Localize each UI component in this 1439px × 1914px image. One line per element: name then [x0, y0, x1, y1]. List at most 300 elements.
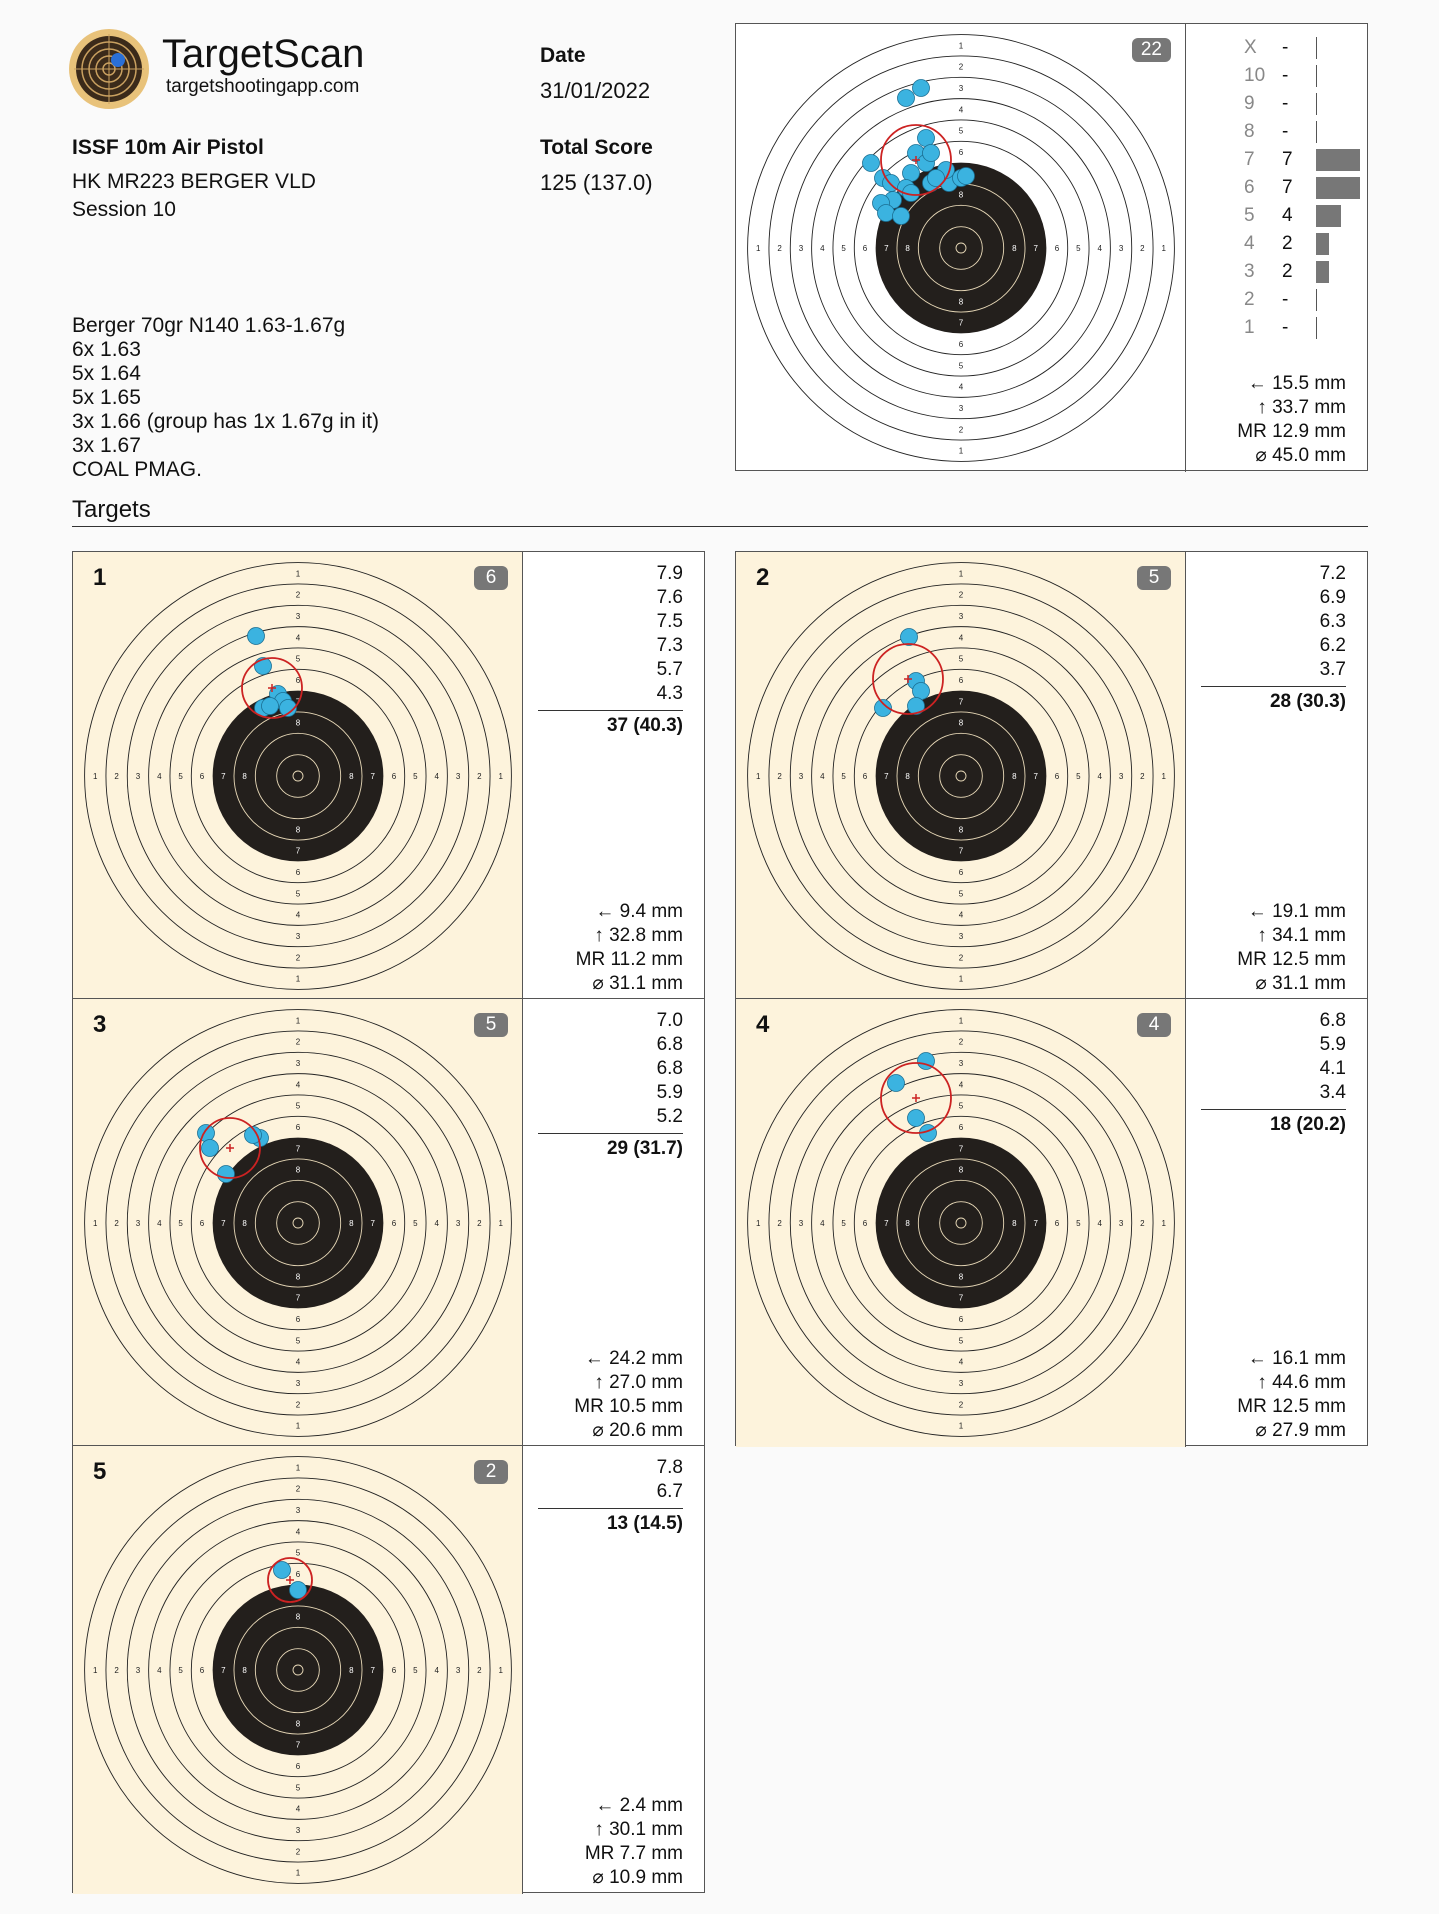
ring-number: 8: [295, 825, 301, 835]
shot-score: 5.7: [656, 659, 683, 680]
ring-number: 2: [1140, 244, 1145, 253]
ring-number: 5: [295, 1336, 301, 1346]
ring-number: 7: [1033, 1219, 1038, 1228]
hist-ring-label: 8: [1244, 121, 1255, 142]
offset-x: ← 16.1 mm: [1247, 1348, 1346, 1369]
ring-number: 5: [295, 1783, 301, 1793]
ring-number: 4: [434, 1666, 439, 1675]
ring-number: 7: [295, 1293, 301, 1303]
target-2[interactable]: [736, 552, 1186, 1000]
shot-score: 7.2: [1319, 563, 1346, 584]
ring-number: 6: [295, 868, 301, 878]
ring-number: 3: [455, 1666, 461, 1675]
measurements: [1237, 1347, 1346, 1443]
ring-number: 8: [295, 718, 301, 728]
ring-number: 4: [820, 772, 825, 781]
ring-number: 5: [841, 772, 846, 781]
session-notes: [72, 314, 379, 482]
target-total: 13 (14.5): [538, 1508, 683, 1535]
ring-number: 8: [349, 772, 354, 781]
ring-number: 3: [958, 1379, 964, 1389]
aiming-black: [213, 1585, 384, 1756]
hist-bar: [1316, 289, 1317, 311]
ring-number: 6: [958, 675, 964, 685]
ring-number: 4: [1097, 772, 1102, 781]
target-face: [748, 35, 1175, 462]
ring-number: 8: [905, 1219, 910, 1228]
ring-number: 8: [242, 1219, 247, 1228]
hist-bar: [1316, 121, 1317, 143]
target-4[interactable]: [736, 999, 1186, 1447]
ring-number: 4: [820, 1219, 825, 1228]
target-face: [748, 1010, 1175, 1437]
group-diameter: ⌀ 31.1 mm: [592, 973, 683, 994]
offset-y: ↑ 27.0 mm: [594, 1372, 683, 1393]
ring-number: 5: [295, 1101, 301, 1111]
shot-score: 7.3: [656, 635, 683, 656]
ring-number: 1: [295, 974, 301, 984]
group-diameter: ⌀ 10.9 mm: [592, 1867, 683, 1888]
ring-number: 7: [221, 772, 226, 781]
aiming-black: [213, 691, 384, 862]
ring-number: 7: [370, 1666, 375, 1675]
target-total: 37 (40.3): [538, 710, 683, 737]
targetscan-logo: [68, 28, 150, 110]
ring-number: 5: [958, 1336, 964, 1346]
ring-number: 7: [295, 697, 301, 707]
mean-radius: MR 12.9 mm: [1237, 421, 1346, 442]
ring-number: 3: [798, 772, 804, 781]
shot-hole: [913, 80, 930, 97]
ring-number: 7: [221, 1666, 226, 1675]
ring-number: 6: [295, 1762, 301, 1772]
shot-hole: [863, 155, 880, 172]
shot-score: 5.9: [656, 1082, 683, 1103]
ring-number: 1: [295, 1463, 301, 1473]
score-list: [1201, 1009, 1346, 1136]
ring-number: 6: [199, 1666, 205, 1675]
ring-number: 3: [958, 83, 964, 93]
ring-number: 6: [958, 147, 964, 157]
ring-number: 5: [295, 889, 301, 899]
ring-number: 3: [455, 772, 461, 781]
ring-number: 2: [958, 1037, 964, 1047]
ring-number: 4: [958, 910, 964, 920]
ring-number: 2: [777, 244, 782, 253]
hist-bar: [1316, 149, 1360, 171]
ring-number: 1: [756, 244, 761, 253]
ring-number: 2: [477, 1219, 482, 1228]
ring-number: 3: [798, 244, 804, 253]
ring-number: 4: [157, 1219, 162, 1228]
ring-number: 1: [756, 1219, 761, 1228]
offset-y: ↑ 30.1 mm: [594, 1819, 683, 1840]
target-face: [85, 563, 512, 990]
hist-count: 2: [1282, 233, 1293, 254]
hist-count: -: [1282, 93, 1289, 114]
measurements: [574, 1347, 683, 1443]
total-score-label: Total Score: [540, 136, 653, 159]
ring-number: 4: [157, 772, 162, 781]
ring-number: 4: [295, 1357, 301, 1367]
shot-hole: [878, 205, 895, 222]
target-face: [748, 563, 1175, 990]
shot-score: 4.3: [656, 683, 683, 704]
shot-hole: [198, 1125, 215, 1142]
ring-number: 7: [1033, 244, 1038, 253]
measurements: [576, 900, 683, 996]
score-list: [538, 1009, 683, 1160]
note-line: Berger 70gr N140 1.63-1.67g: [72, 314, 346, 337]
shot-score: 7.0: [656, 1010, 683, 1031]
shot-hole: [888, 1075, 905, 1092]
shot-hole: [202, 1140, 219, 1157]
note-line: 5x 1.65: [72, 386, 141, 409]
target-panel-1: [72, 551, 705, 999]
ring-number: 2: [114, 1219, 119, 1228]
hist-ring-label: X: [1244, 37, 1257, 58]
ring-number: 1: [295, 1868, 301, 1878]
ring-number: 3: [295, 1826, 301, 1836]
ring-number: 2: [958, 590, 964, 600]
ring-number: 2: [777, 772, 782, 781]
ring-number: 6: [199, 772, 205, 781]
group-diameter: ⌀ 31.1 mm: [1255, 973, 1346, 994]
aiming-black: [876, 1138, 1047, 1309]
offset-y: ↑ 32.8 mm: [594, 925, 683, 946]
shot-score: 5.2: [656, 1106, 683, 1127]
ring-number: 5: [958, 126, 964, 136]
target-number: 3: [93, 1011, 107, 1038]
aiming-black: [876, 691, 1047, 862]
ring-number: 7: [958, 318, 964, 328]
target-panel-3: [72, 998, 705, 1446]
ring-number: 8: [958, 297, 964, 307]
ring-number: 4: [295, 1080, 301, 1090]
ring-number: 8: [295, 1272, 301, 1282]
ring-number: 8: [1012, 244, 1017, 253]
ring-number: 7: [958, 1144, 964, 1154]
overview-panel: [735, 23, 1368, 471]
ring-number: 1: [958, 1421, 964, 1431]
shot-score: 7.6: [656, 587, 683, 608]
shot-hole: [262, 698, 279, 715]
ring-number: 1: [958, 1016, 964, 1026]
ring-number: 7: [884, 244, 889, 253]
shot-score: 6.8: [1319, 1010, 1346, 1031]
ring-number: 3: [958, 611, 964, 621]
shot-count-badge: 5: [474, 1013, 508, 1037]
target-panel-4: [735, 998, 1368, 1446]
ring-number: 6: [862, 244, 868, 253]
ring-number: 3: [798, 1219, 804, 1228]
ring-number: 1: [93, 772, 98, 781]
shot-score: 7.5: [656, 611, 683, 632]
ring-number: 7: [295, 1144, 301, 1154]
ring-number: 1: [295, 1421, 301, 1431]
target-3[interactable]: [73, 999, 523, 1447]
hist-bar: [1316, 205, 1341, 227]
hist-bar: [1316, 317, 1317, 339]
hist-ring-label: 1: [1244, 317, 1255, 338]
ring-number: 5: [958, 654, 964, 664]
ring-number: 7: [958, 697, 964, 707]
ring-number: 5: [413, 1219, 418, 1228]
target-2-stats: [1186, 552, 1366, 1000]
ring-number: 4: [295, 910, 301, 920]
ring-number: 4: [1097, 244, 1102, 253]
ring-number: 2: [114, 772, 119, 781]
ring-number: 3: [1118, 244, 1124, 253]
ring-number: 6: [958, 868, 964, 878]
ring-number: 6: [391, 1666, 397, 1675]
ring-number: 6: [391, 772, 397, 781]
hist-count: 7: [1282, 177, 1293, 198]
ring-number: 2: [477, 772, 482, 781]
ring-number: 5: [178, 1219, 183, 1228]
offset-x: ← 2.4 mm: [595, 1795, 683, 1816]
section-divider: [72, 526, 1368, 527]
offset-x: ← 24.2 mm: [584, 1348, 683, 1369]
target-face: [85, 1010, 512, 1437]
shot-score: 6.8: [656, 1034, 683, 1055]
ring-number: 2: [295, 953, 301, 963]
hist-ring-label: 3: [1244, 261, 1255, 282]
ring-number: 5: [413, 1666, 418, 1675]
ring-number: 7: [295, 846, 301, 856]
target-3-stats: [523, 999, 703, 1447]
ring-number: 3: [295, 611, 301, 621]
ring-number: 5: [295, 654, 301, 664]
shot-count-badge: 22: [1132, 38, 1171, 62]
app-name: TargetScan: [162, 32, 365, 76]
target-number: 5: [93, 1458, 107, 1485]
ring-number: 3: [135, 1219, 141, 1228]
shot-count-badge: 2: [474, 1460, 508, 1484]
target-total: 29 (31.7): [538, 1133, 683, 1160]
ring-number: 2: [295, 590, 301, 600]
ring-number: 3: [295, 1505, 301, 1515]
shot-count-badge: 6: [474, 566, 508, 590]
total-score-value: 125 (137.0): [540, 170, 653, 195]
shot-hole: [918, 130, 935, 147]
shot-hole: [923, 145, 940, 162]
session-name: Session 10: [72, 198, 176, 221]
hist-ring-label: 4: [1244, 233, 1255, 254]
hist-count: 4: [1282, 205, 1293, 226]
ring-number: 1: [958, 569, 964, 579]
ring-number: 1: [93, 1666, 98, 1675]
ring-number: 7: [370, 1219, 375, 1228]
note-line: 3x 1.67: [72, 434, 141, 457]
target-5[interactable]: [73, 1446, 523, 1894]
gun-name: HK MR223 BERGER VLD: [72, 170, 316, 193]
hist-bar: [1316, 93, 1317, 115]
target-1-stats: [523, 552, 703, 1000]
overview-target[interactable]: [736, 24, 1186, 472]
ring-number: 4: [958, 105, 964, 115]
offset-y: ↑ 33.7 mm: [1257, 397, 1346, 418]
ring-number: 5: [1076, 244, 1081, 253]
shot-score: 6.9: [1319, 587, 1346, 608]
ring-number: 3: [295, 1379, 301, 1389]
score-list: [1201, 562, 1346, 713]
note-line: COAL PMAG.: [72, 458, 202, 481]
ring-number: 7: [884, 772, 889, 781]
hist-ring-label: 5: [1244, 205, 1255, 226]
hist-ring-label: 7: [1244, 149, 1255, 170]
target-5-stats: [523, 1446, 703, 1894]
ring-number: 4: [820, 244, 825, 253]
ring-number: 6: [199, 1219, 205, 1228]
ring-number: 2: [958, 425, 964, 435]
offset-x: ← 9.4 mm: [595, 901, 683, 922]
ring-number: 1: [1161, 244, 1166, 253]
ring-number: 1: [498, 772, 503, 781]
ring-number: 1: [756, 772, 761, 781]
hist-count: -: [1282, 317, 1289, 338]
ring-number: 1: [295, 1016, 301, 1026]
mean-radius: MR 7.7 mm: [584, 1843, 683, 1864]
ring-number: 8: [295, 1612, 301, 1622]
ring-number: 8: [905, 244, 910, 253]
ring-number: 1: [1161, 772, 1166, 781]
note-line: 6x 1.63: [72, 338, 141, 361]
measurements: [585, 1794, 683, 1890]
ring-number: 1: [498, 1219, 503, 1228]
target-number: 1: [93, 564, 107, 591]
ring-number: 4: [295, 1527, 301, 1537]
ring-number: 3: [958, 932, 964, 942]
ring-number: 3: [295, 1058, 301, 1068]
ring-number: 8: [905, 772, 910, 781]
hist-bar: [1316, 65, 1317, 87]
ring-number: 2: [295, 1847, 301, 1857]
ring-number: 3: [958, 404, 964, 414]
score-list: [538, 1456, 683, 1535]
offset-x: ← 19.1 mm: [1247, 901, 1346, 922]
ring-number: 4: [958, 1080, 964, 1090]
target-1[interactable]: [73, 552, 523, 1000]
ring-number: 2: [295, 1400, 301, 1410]
ring-number: 3: [1118, 772, 1124, 781]
ring-number: 8: [349, 1219, 354, 1228]
ring-number: 6: [862, 772, 868, 781]
aiming-black: [213, 1138, 384, 1309]
overview-measurements: [1237, 372, 1346, 468]
ring-number: 5: [958, 1101, 964, 1111]
hist-bar: [1316, 37, 1317, 59]
group-diameter: ⌀ 20.6 mm: [592, 1420, 683, 1441]
ring-number: 5: [841, 244, 846, 253]
date-value: 31/01/2022: [540, 78, 651, 103]
target-total: 18 (20.2): [1201, 1109, 1346, 1136]
ring-number: 6: [958, 1315, 964, 1325]
hist-count: -: [1282, 37, 1289, 58]
ring-number: 8: [1012, 1219, 1017, 1228]
ring-number: 1: [958, 974, 964, 984]
ring-number: 2: [958, 62, 964, 72]
score-list: [538, 562, 683, 737]
shot-score: 6.2: [1319, 635, 1346, 656]
ring-number: 6: [295, 1122, 301, 1132]
mean-radius: MR 12.5 mm: [1237, 949, 1346, 970]
ring-number: 6: [958, 1122, 964, 1132]
ring-number: 5: [1076, 772, 1081, 781]
ring-number: 2: [1140, 1219, 1145, 1228]
shot-count-badge: 4: [1137, 1013, 1171, 1037]
ring-number: 8: [242, 772, 247, 781]
ring-number: 4: [958, 382, 964, 392]
mean-radius: MR 10.5 mm: [574, 1396, 683, 1417]
ring-number: 6: [862, 1219, 868, 1228]
offset-y: ↑ 44.6 mm: [1257, 1372, 1346, 1393]
shot-hole: [248, 628, 265, 645]
ring-number: 2: [958, 953, 964, 963]
ring-number: 2: [958, 1400, 964, 1410]
shot-hole: [218, 1166, 235, 1183]
section-title: Targets: [72, 496, 151, 523]
ring-number: 8: [958, 718, 964, 728]
hist-ring-label: 6: [1244, 177, 1255, 198]
ring-number: 6: [1054, 1219, 1060, 1228]
hist-ring-label: 10: [1244, 65, 1266, 86]
ring-number: 4: [295, 1804, 301, 1814]
date-label: Date: [540, 44, 586, 67]
target-total: 28 (30.3): [1201, 686, 1346, 713]
ring-number: 2: [295, 1484, 301, 1494]
ring-number: 6: [295, 1569, 301, 1579]
shot-hole: [898, 90, 915, 107]
shot-hole: [958, 168, 975, 185]
hist-count: -: [1282, 65, 1289, 86]
ring-number: 5: [1076, 1219, 1081, 1228]
ring-number: 1: [1161, 1219, 1166, 1228]
ring-number: 6: [1054, 772, 1060, 781]
ring-number: 2: [477, 1666, 482, 1675]
ring-number: 7: [958, 846, 964, 856]
ring-number: 8: [1012, 772, 1017, 781]
shot-score: 4.1: [1319, 1058, 1346, 1079]
ring-number: 8: [349, 1666, 354, 1675]
hist-bar: [1316, 233, 1329, 255]
ring-number: 3: [1118, 1219, 1124, 1228]
note-line: 5x 1.64: [72, 362, 141, 385]
shot-score: 6.7: [656, 1481, 683, 1502]
ring-number: 5: [958, 889, 964, 899]
shot-hole: [913, 683, 930, 700]
ring-number: 6: [295, 1315, 301, 1325]
shot-count-badge: 5: [1137, 566, 1171, 590]
ring-number: 4: [434, 1219, 439, 1228]
ring-number: 5: [958, 361, 964, 371]
target-panel-5: [72, 1445, 705, 1893]
ring-number: 8: [958, 190, 964, 200]
app-url: targetshootingapp.com: [166, 76, 360, 97]
ring-number: 1: [295, 569, 301, 579]
ring-number: 7: [1033, 772, 1038, 781]
ring-number: 1: [958, 446, 964, 456]
shot-score: 3.7: [1319, 659, 1346, 680]
ring-number: 8: [958, 1165, 964, 1175]
ring-number: 2: [114, 1666, 119, 1675]
hist-count: -: [1282, 289, 1289, 310]
hist-count: -: [1282, 121, 1289, 142]
note-line: 3x 1.66 (group has 1x 1.67g in it): [72, 410, 380, 433]
shot-hole: [893, 208, 910, 225]
ring-number: 8: [958, 825, 964, 835]
offset-y: ↑ 34.1 mm: [1257, 925, 1346, 946]
